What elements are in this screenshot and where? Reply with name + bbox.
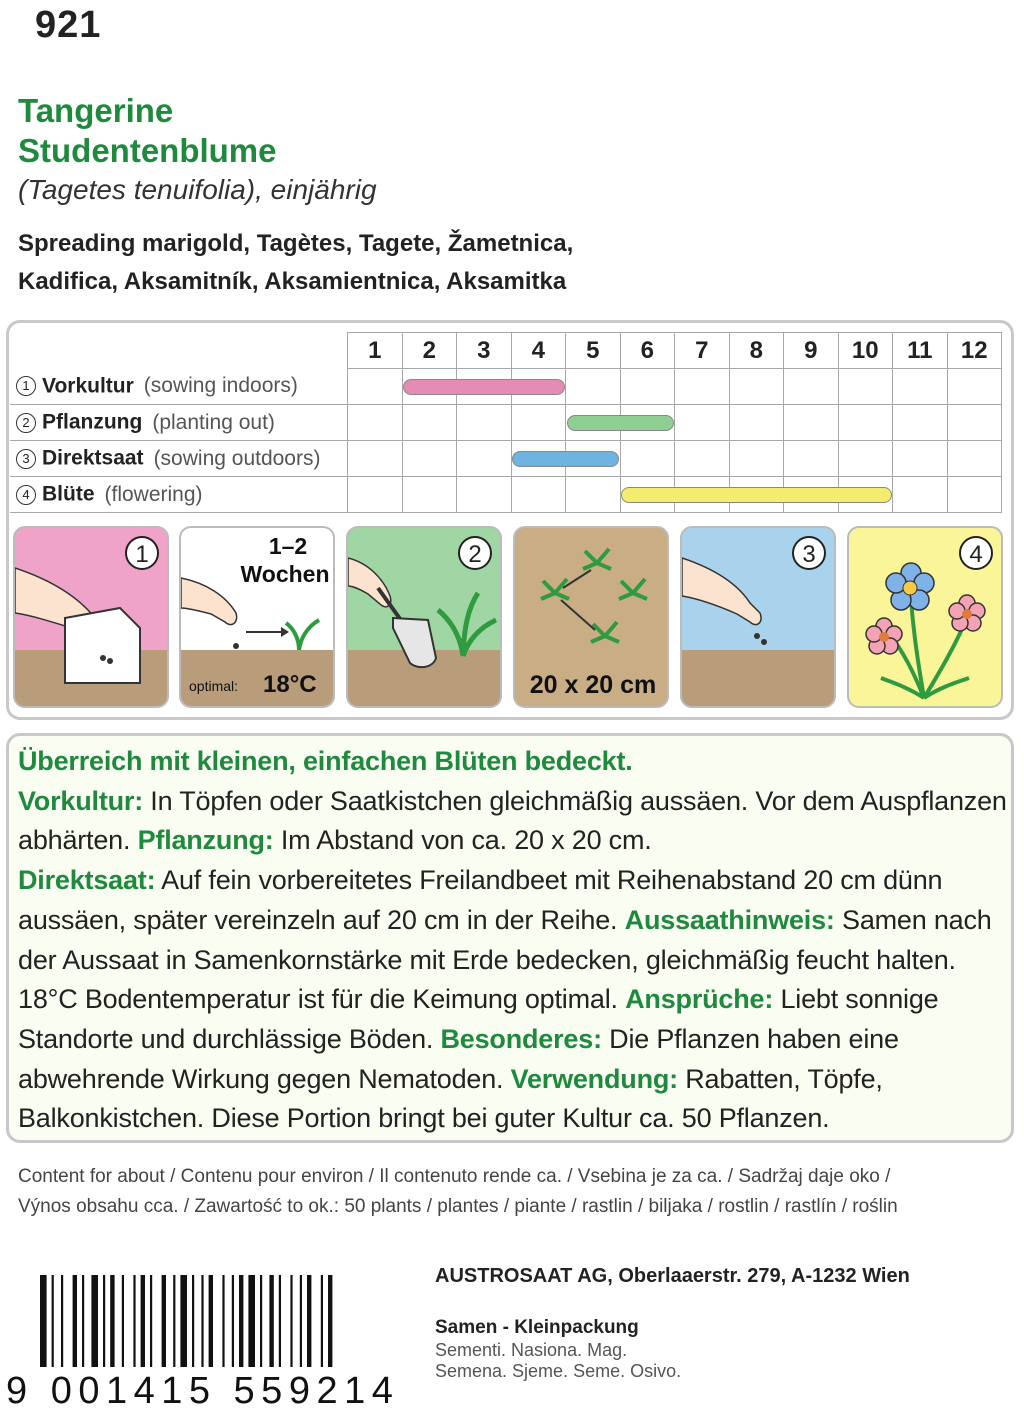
step-number-4: 4 — [16, 485, 36, 505]
text-ansprueche: Liebt sonnige Standorte und durchlässige Böden. — [18, 984, 939, 1054]
text-verwendung: Rabatten, Töpfe, Balkonkistchen. Diese Portion bringt bei guter Kultur ca. 50 Pflanzen. — [18, 1063, 883, 1134]
barcode-number: 9 001415 559214 — [6, 1370, 400, 1412]
label-verwendung: Verwendung: — [510, 1063, 678, 1094]
description-text — [18, 742, 1008, 1139]
step-number-1: 1 — [16, 376, 36, 396]
sowing-calendar — [10, 332, 1002, 513]
row-label-en: (flowering) — [104, 482, 203, 506]
package-type-translation-1: Sementi. Nasiona. Mag. — [435, 1340, 628, 1360]
panel-germination — [179, 526, 335, 708]
row-label-de: Blüte — [42, 482, 95, 506]
label-ansprueche: Ansprüche: — [625, 984, 774, 1015]
package-type-translation-2: Semena. Sjeme. Seme. Osivo. — [435, 1361, 682, 1381]
month-label: 12 — [947, 333, 1002, 369]
step-number-3: 3 — [16, 449, 36, 469]
germination-weeks: 1–2 — [268, 533, 308, 559]
calendar-bar — [621, 487, 892, 503]
company-address: AUSTROSAAT AG, Oberlaaerstr. 279, A-1232 Wien — [435, 1265, 910, 1287]
panel-spacing — [513, 526, 669, 708]
plant-spacing: 20 x 20 cm — [529, 671, 657, 699]
panel-planting-out — [346, 526, 502, 708]
product-title-species: Studentenblume — [18, 132, 277, 169]
description-headline: Überreich mit kleinen, einfachen Blüten bedeckt. — [18, 746, 633, 776]
row-label-en: (sowing indoors) — [143, 374, 298, 398]
optimal-label: optimal: — [189, 678, 239, 694]
month-label: 1 — [348, 333, 403, 369]
row-label-de: Vorkultur — [42, 374, 134, 398]
description-body — [18, 782, 1008, 1139]
optimal-temperature: 18°C — [263, 671, 317, 698]
text-vorkultur: In Töpfen oder Saatkistchen gleichmäßig aussäen. Vor dem Auspflanzen abhärten. — [18, 785, 1007, 856]
month-label: 9 — [784, 333, 839, 369]
month-label: 8 — [729, 333, 784, 369]
text-direktsaat: Auf fein vorbereitetes Freilandbeet mit Reihenabstand 20 cm dünn aussäen, später vereinzeln auf 20 cm in der Reihe. — [18, 865, 943, 935]
step-2-badge: 2 — [458, 536, 492, 570]
latin-name: (Tagetes tenuifolia), einjährig — [18, 174, 377, 205]
label-besonderes: Besonderes: — [440, 1023, 602, 1054]
step-1-badge: 1 — [125, 536, 159, 570]
step-3-badge: 3 — [792, 536, 826, 570]
calendar-bar — [567, 415, 674, 431]
row-label-de: Pflanzung — [42, 410, 143, 434]
calendar-header-row — [10, 333, 1002, 369]
step-4-badge: 4 — [959, 536, 993, 570]
package-type: Samen - Kleinpackung — [435, 1317, 639, 1338]
germination-weeks-word: Wochen — [240, 561, 330, 587]
label-direktsaat: Direktsaat: — [18, 865, 156, 896]
month-label: 7 — [675, 333, 730, 369]
month-label: 11 — [893, 333, 948, 369]
month-label: 10 — [838, 333, 893, 369]
calendar-bar — [403, 379, 565, 395]
label-vorkultur: Vorkultur: — [18, 785, 143, 816]
label-pflanzung: Pflanzung: — [137, 825, 274, 856]
panel-flowering — [847, 526, 1003, 708]
row-label-en: (planting out) — [152, 410, 275, 434]
calendar-row-planting-out — [10, 405, 1002, 441]
month-label: 6 — [620, 333, 675, 369]
text-aussaathinweis: Samen nach der Aussaat in Samenkornstärke mit Erde bedecken, gleichmäßig feucht halten. 18°C Bodentemperatur ist für die Keimung optimal. — [18, 904, 992, 1015]
text-besonderes: Die Pflanzen haben eine abwehrende Wirkung gegen Nematoden. — [18, 1023, 899, 1094]
content-info-line2: Výnos obsahu cca. / Zawartość to ok.: 50 plants / plantes / piante / rastlin / biljaka / rostlin / rastlín / roślin — [18, 1196, 898, 1217]
panel-sowing-outdoors — [680, 526, 836, 708]
barcode — [12, 1275, 412, 1383]
month-label: 2 — [402, 333, 457, 369]
row-label-de: Direktsaat — [42, 446, 144, 470]
row-label-en: (sowing outdoors) — [153, 446, 321, 470]
panel-sowing-indoors — [13, 526, 169, 708]
product-title-variety: Tangerine — [18, 92, 174, 129]
month-label: 3 — [457, 333, 512, 369]
common-names-line2: Kadifica, Aksamitník, Aksamientnica, Aksamitka — [18, 268, 567, 295]
common-names-line1: Spreading marigold, Tagètes, Tagete, Žametnica, — [18, 230, 574, 257]
step-number-2: 2 — [16, 413, 36, 433]
month-label: 5 — [566, 333, 621, 369]
calendar-row-sowing-outdoors — [10, 441, 1002, 477]
content-info-line1: Content for about / Contenu pour environ / Il contenuto rende ca. / Vsebina je za ca. / Sadržaj daje oko / — [18, 1166, 891, 1187]
calendar-bar — [512, 451, 619, 467]
label-aussaathinweis: Aussaathinweis: — [624, 904, 835, 935]
text-pflanzung: Im Abstand von ca. 20 x 20 cm. — [273, 825, 652, 856]
month-label: 4 — [511, 333, 566, 369]
product-number: 921 — [35, 4, 102, 46]
